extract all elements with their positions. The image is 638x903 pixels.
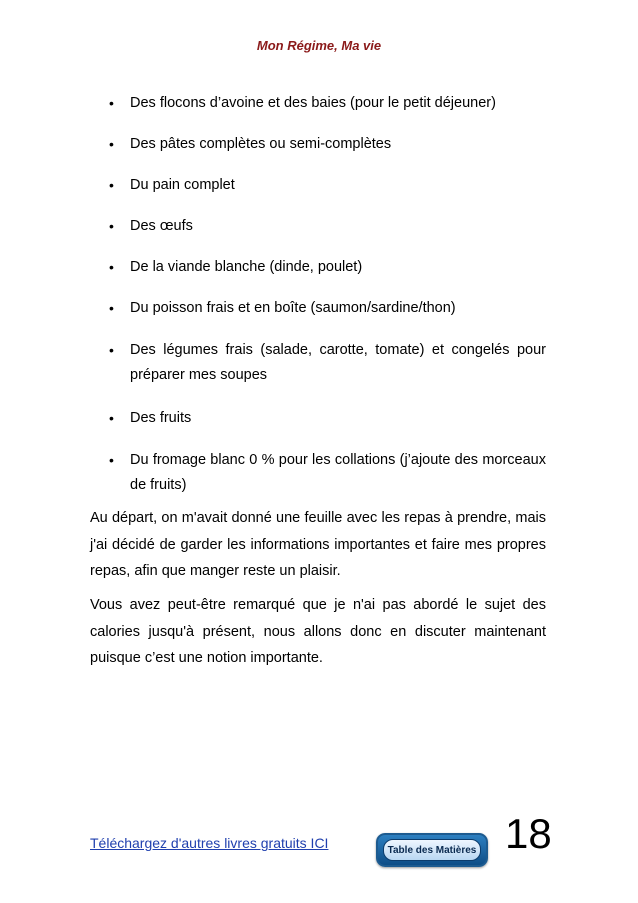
bullet-icon: •	[109, 95, 114, 111]
list-item	[109, 338, 546, 388]
body-paragraph: Au départ, on m'avait donné une feuille avec les repas à prendre, mais j'ai décidé de garder les informations importantes et faire mes propres repas, afin que manger reste un plaisir.	[90, 510, 546, 579]
list-item-text: Des fruits	[130, 410, 192, 426]
bullet-icon: •	[109, 342, 114, 358]
list-item-text: De la viande blanche (dinde, poulet)	[130, 259, 363, 275]
bullet-icon: •	[109, 452, 114, 468]
list-item-text: Du poisson frais et en boîte (saumon/sardine/thon)	[130, 300, 456, 316]
list-item	[109, 174, 546, 196]
table-of-contents-button[interactable]	[376, 833, 488, 867]
body-paragraph: Vous avez peut-être remarqué que je n'ai pas abordé le sujet des calories jusqu'à présent, nous allons donc en discuter maintenant puisque c’est une notion importante.	[90, 597, 546, 666]
page-number: 18	[505, 810, 552, 857]
bullet-icon: •	[109, 136, 114, 152]
table-of-contents-label: Table des Matières	[383, 839, 481, 861]
list-item-text: Du fromage blanc 0 % pour les collations (j’ajoute des morceaux de fruits)	[130, 452, 546, 493]
bullet-icon: •	[109, 410, 114, 426]
food-list	[0, 92, 638, 517]
running-header: Mon Régime, Ma vie	[256, 38, 382, 53]
list-item-text: Du pain complet	[130, 177, 235, 193]
list-item-text: Des œufs	[130, 218, 193, 234]
list-item	[109, 256, 546, 278]
list-item	[109, 448, 546, 498]
bullet-icon: •	[109, 218, 114, 234]
list-item	[109, 297, 546, 319]
list-item	[109, 133, 546, 155]
list-item-text: Des flocons d’avoine et des baies (pour le petit déjeuner)	[130, 95, 496, 111]
bullet-icon: •	[109, 177, 114, 193]
list-item-text: Des légumes frais (salade, carotte, tomate) et congelés pour préparer mes soupes	[130, 342, 546, 383]
download-books-link[interactable]: Téléchargez d'autres livres gratuits ICI	[90, 835, 329, 851]
list-item	[109, 92, 546, 114]
list-item-text: Des pâtes complètes ou semi-complètes	[130, 136, 392, 152]
bullet-icon: •	[109, 259, 114, 275]
list-item	[109, 407, 546, 429]
bullet-icon: •	[109, 300, 114, 316]
list-item	[109, 215, 546, 237]
